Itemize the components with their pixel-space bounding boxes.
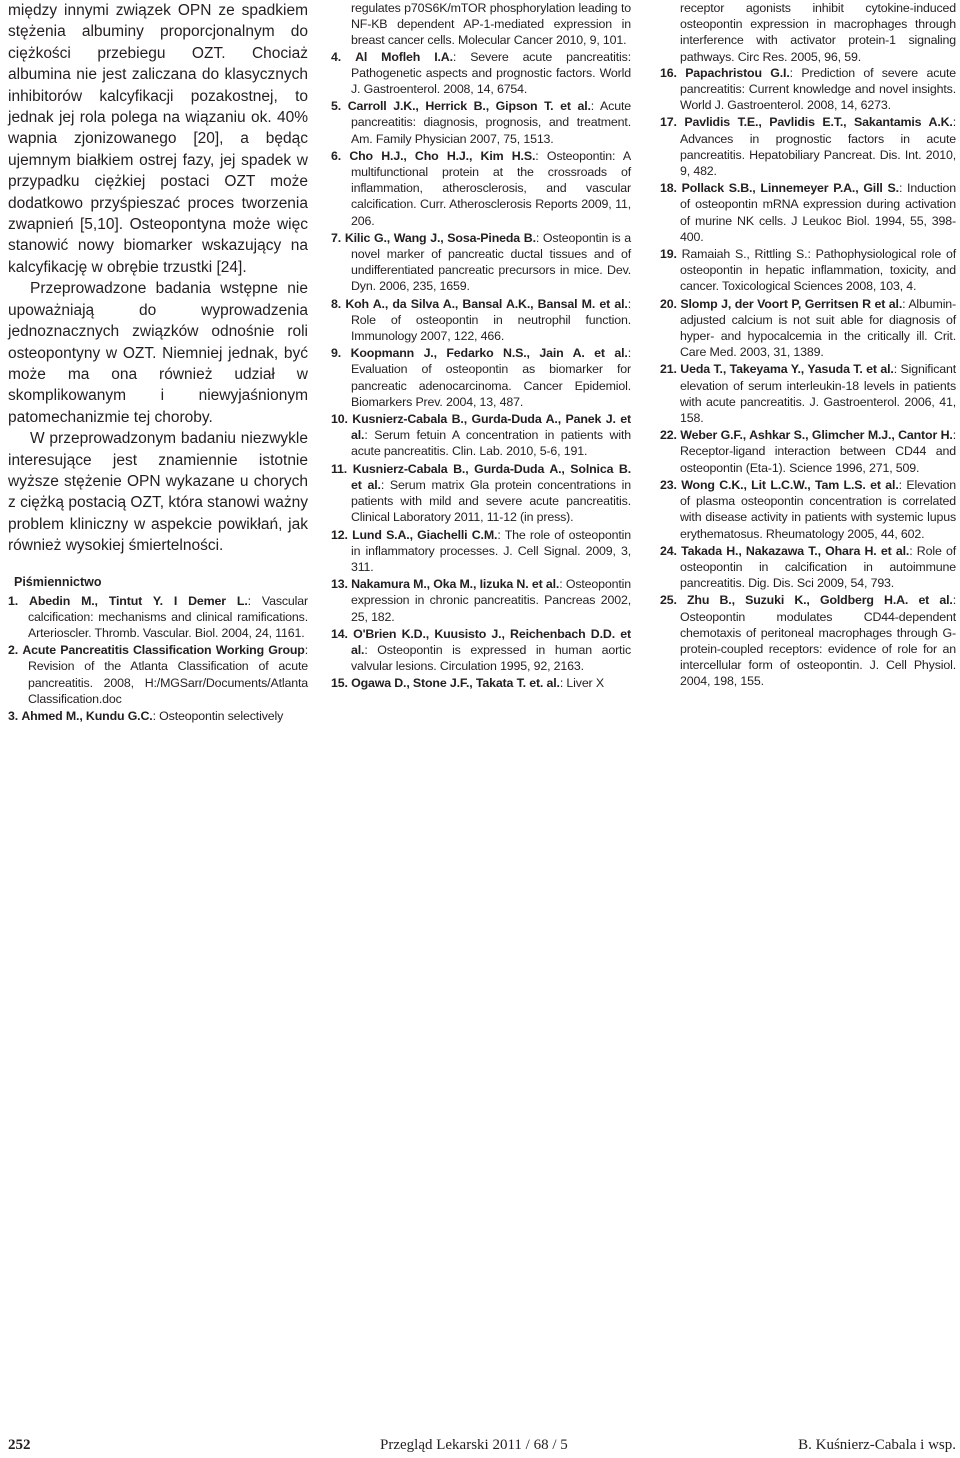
reference-item: [660, 246, 956, 295]
page-number: 252: [8, 1437, 31, 1453]
reference-number: 5.: [331, 99, 342, 114]
reference-number: 14.: [331, 626, 348, 641]
reference-item: [660, 296, 956, 361]
reference-text: : Liver X: [559, 676, 604, 691]
reference-text: : Role of osteopontin in neutrophil function. Immunology 2007, 122, 466.: [351, 296, 631, 344]
reference-item: [660, 114, 956, 179]
reference-item: [331, 527, 631, 576]
reference-number: 11.: [331, 461, 348, 476]
reference-item: [660, 427, 956, 476]
reference-text: : Osteopontin is expressed in human aortic valvular lesions. Circulation 1995, 92, 2163.: [351, 642, 631, 674]
reference-number: 6.: [331, 148, 342, 163]
reference-item: [331, 49, 631, 98]
reference-number: 8.: [331, 296, 342, 311]
reference-text: : Serum matrix Gla protein concentrations in patients with mild and severe acute pancreatitis. Clinical Laboratory 2011, 11-12 (in press).: [351, 477, 631, 525]
reference-number: 22.: [660, 428, 677, 443]
reference-item: [660, 592, 956, 689]
references-heading: Piśmiennictwo: [14, 574, 102, 589]
reference-authors: Pavlidis T.E., Pavlidis E.T., Sakantamis A.K.: [684, 115, 953, 130]
reference-authors: Nakamura M., Oka M., Iizuka N. et al.: [351, 577, 560, 592]
reference-authors: Zhu B., Suzuki K., Goldberg H.A. et al.: [687, 593, 953, 608]
reference-item: [331, 626, 631, 675]
reference-authors: Ahmed M., Kundu G.C.: [21, 708, 153, 723]
reference-number: 7.: [331, 230, 342, 245]
reference-authors: Weber G.F., Ashkar S., Glimcher M.J., Cantor H.: [680, 428, 953, 443]
reference-text: : Osteopontin selectively: [152, 708, 284, 723]
reference-authors: Acute Pancreatitis Classification Working Group: [22, 643, 305, 658]
page-footer: [8, 1437, 956, 1455]
body-paragraph: W przeprowadzonym badaniu niezwykle interesujące jest znamiennie istotnie wyższe stężenie OPN wykazane u chorych z ciężką postacią OZT, która stanowi ważny problem kliniczny w aspekcie powikłań, jak również wysokiej śmiertelności.: [8, 430, 308, 555]
article-body: [8, 0, 308, 557]
reference-item: [331, 461, 631, 526]
reference-number: 16.: [660, 65, 677, 80]
reference-number: 12.: [331, 527, 348, 542]
reference-text: : Evaluation of osteopontin as biomarker for pancreatic adenocarcinoma. Cancer Epidemiol. Biomarkers Prev. 2004, 13, 487.: [351, 346, 632, 409]
journal-citation: Przegląd Lekarski 2011 / 68 / 5: [380, 1437, 568, 1453]
reference-authors: O'Brien K.D., Kuusisto J., Reichenbach D.D. et al.: [351, 626, 632, 657]
reference-authors: Pollack S.B., Linnemeyer P.A., Gill S.: [681, 181, 899, 196]
reference-number: 20.: [660, 296, 677, 311]
references-list: [331, 49, 631, 692]
reference-item: [660, 361, 956, 426]
reference-item: [331, 675, 631, 691]
reference-item: [331, 98, 631, 147]
reference-authors: Slomp J, der Voort P, Gerritsen R et al.: [680, 296, 903, 311]
reference-continuation: regulates p70S6K/mTOR phosphorylation leading to NF-KB dependent AP-1-mediated expression in breast cancer cells. Molecular Cancer 2010, 9, 101.: [351, 1, 631, 48]
reference-item: [331, 148, 631, 229]
reference-number: 1.: [8, 593, 19, 608]
reference-authors: Kusnierz-Cabala B., Gurda-Duda A., Panek J. et al.: [351, 412, 631, 443]
reference-text: : Induction of osteopontin mRNA expression during activation of murine NK cells. J Leukoc Biol. 1994, 55, 398-400.: [680, 181, 956, 244]
reference-authors: Carroll J.K., Herrick B., Gipson T. et al.: [347, 99, 591, 114]
reference-continuation: receptor agonists inhibit cytokine-induced osteopontin expression in macrophages through interference with activator protein-1 signaling pathways. Circ Res. 2005, 96, 59.: [680, 1, 956, 64]
reference-authors: Cho H.J., Cho H.J., Kim H.S.: [349, 148, 536, 163]
reference-authors: Koh A., da Silva A., Bansal A.K., Bansal M. et al.: [345, 296, 628, 311]
references-list: [8, 593, 308, 725]
reference-text: : Osteopontin is a novel marker of pancreatic ductal tissues and of undifferentiated pancreatic precursors in mice. Dev. Dyn. 2006, 235, 1659.: [351, 230, 631, 294]
reference-text: : Significant elevation of serum interleukin-18 levels in patients with acute pancreatitis. J. Gastroenterol. 2006, 41, 158.: [680, 362, 957, 426]
reference-authors: Abedin M., Tintut Y. I Demer L.: [29, 593, 248, 608]
reference-number: 23.: [660, 477, 677, 492]
reference-item: [331, 345, 631, 410]
reference-authors: Ueda T., Takeyama Y., Yasuda T. et al.: [680, 362, 894, 377]
reference-number: 2.: [8, 643, 19, 658]
reference-number: 9.: [331, 346, 342, 361]
reference-number: 24.: [660, 543, 677, 558]
reference-text: : Receptor-ligand interaction between CD44 and osteopontin (Eta-1). Science 1996, 271, 509.: [680, 428, 956, 475]
reference-item: [660, 65, 956, 114]
reference-item: [660, 477, 956, 542]
reference-authors: Kilic G., Wang J., Sosa-Pineda B.: [344, 230, 536, 245]
reference-text: : Acute pancreatitis: diagnosis, prognosis, and treatment. Am. Family Physician 2007, 75, 1513.: [351, 99, 631, 146]
reference-text: : Prediction of severe acute pancreatitis: Current knowledge and novel insights. World J. Gastroenterol. 2008, 14, 6273.: [680, 65, 957, 113]
reference-number: 10.: [331, 412, 348, 427]
reference-number: 3.: [8, 708, 19, 723]
reference-number: 25.: [660, 593, 677, 608]
reference-text: : Osteopontin expression in chronic pancreatitis. Pancreas 2002, 25, 182.: [351, 577, 631, 624]
reference-authors: Takada H., Nakazawa T., Ohara H. et al.: [681, 543, 910, 558]
reference-text: : Serum fetuin A concentration in patients with acute pancreatitis. Clin. Lab. 2010, 5-6, 191.: [351, 428, 631, 459]
body-paragraph: między innymi związek OPN ze spadkiem stężenia albuminy proporcjonalnym do ciężkości przebiegu OZT. Chociaż albumina nie jest zaliczana do klasycznych inhibitorów kalcyfikacji pozakostnej, to jednak jej rola polega na wiązaniu ok. 40% wapnia zjonizowanego [20], a będąc ujemnym białkiem ostrej fazy, jej spadek w przypadku ciężkiej postaci OZT może dodatkowo przyśpieszać proces tworzenia zwapnień [5,10]. Osteopontyna może więc stanowić nowy biomarker wskazujący na kalcyfikację w obrębie trzustki [24].: [8, 2, 308, 276]
reference-item: [8, 708, 308, 724]
reference-number: 18.: [660, 181, 677, 196]
reference-authors: Al Mofleh I.A.: [355, 49, 453, 64]
reference-number: 13.: [331, 577, 348, 592]
reference-number: 15.: [331, 676, 348, 691]
reference-authors: Lund S.A., Giachelli C.M.: [352, 527, 498, 542]
reference-item: [8, 642, 308, 707]
references-list: [660, 65, 956, 690]
reference-number: 4.: [331, 49, 342, 64]
reference-item: [660, 180, 956, 245]
reference-authors: Kusnierz-Cabala B., Gurda-Duda A., Solnica B. et al.: [351, 461, 631, 492]
reference-text: : Albumin-adjusted calcium is not suit able for diagnosis of hyper- and hypocalcemia in the critically ill. Crit. Care Med. 2003, 31, 1389.: [680, 296, 957, 360]
reference-text: Ramaiah S., Rittling S.: Pathophysiological role of osteopontin in hepatic inflammation, toxicity, and cancer. Toxicological Sciences 2008, 103, 4.: [680, 247, 956, 294]
reference-text: : Osteopontin modulates CD44-dependent chemotaxis of peritoneal macrophages through G-protein-coupled receptors: evidence of role for an intercellular form of osteopontin. J. Cell Physiol. 2004, 198, 155.: [680, 593, 957, 689]
reference-text: : The role of osteopontin in inflammatory processes. J. Cell Signal. 2009, 3, 311.: [351, 527, 632, 574]
reference-authors: Ogawa D., Stone J.F., Takata T. et. al.: [351, 676, 560, 691]
reference-text: : Advances in prognostic factors in acute pancreatitis. Hepatobiliary Pancreat. Dis. Int. 2010, 9, 482.: [680, 115, 957, 179]
column-left: [8, 0, 308, 724]
body-paragraph: Przeprowadzone badania wstępne nie upoważniają do wyprowadzenia jednoznacznych związków odnośnie roli osteopontyny w OZT. Niemniej jednak, być może ma ona również udział w skomplikowanym i niewyjaśnionym patomechanizmie tej choroby.: [8, 280, 308, 426]
column-right: [660, 0, 956, 690]
reference-item: [331, 576, 631, 625]
reference-item: [331, 296, 631, 345]
reference-number: 21.: [660, 362, 677, 377]
reference-number: 19.: [660, 247, 677, 262]
reference-text: : Severe acute pancreatitis: Pathogenetic aspects and prognostic factors. World J. Gastroenterol. 2008, 14, 6754.: [351, 49, 632, 97]
running-author: B. Kuśnierz-Cabala i wsp.: [798, 1437, 956, 1453]
reference-number: 17.: [660, 115, 677, 130]
reference-authors: Papachristou G.I.: [685, 65, 790, 80]
reference-item: [331, 411, 631, 460]
reference-authors: Koopmann J., Fedarko N.S., Jain A. et al.: [350, 346, 628, 361]
reference-text: : Osteopontin: A multifunctional protein at the crossroads of inflammation, atherosclerosis, and vascular calcification. Curr. Atherosclerosis Reports 2009, 11, 206.: [351, 148, 631, 228]
reference-text: : Elevation of plasma osteopontin concentration is correlated with disease activity in patients with systemic lupus erythematosus. Rheumatology 2005, 44, 602.: [680, 477, 956, 541]
reference-text: : Revision of the Atlanta Classification of acute pancreatitis. 2008, H:/MGSarr/Documents/Atlanta Classification.doc: [28, 643, 308, 706]
reference-text: : Role of osteopontin in calcification in autoimmune pancreatitis. Dig. Dis. Sci 2009, 54, 793.: [680, 543, 957, 591]
reference-item: [8, 593, 308, 642]
reference-authors: Wong C.K., Lit L.C.W., Tam L.S. et al.: [681, 477, 899, 492]
reference-text: : Vascular calcification: mechanisms and clinical ramifications. Arterioscler. Thromb. Vascular. Biol. 2004, 24, 1161.: [28, 593, 308, 640]
reference-item: [660, 543, 956, 592]
column-middle: [331, 0, 631, 692]
reference-item: [331, 230, 631, 295]
